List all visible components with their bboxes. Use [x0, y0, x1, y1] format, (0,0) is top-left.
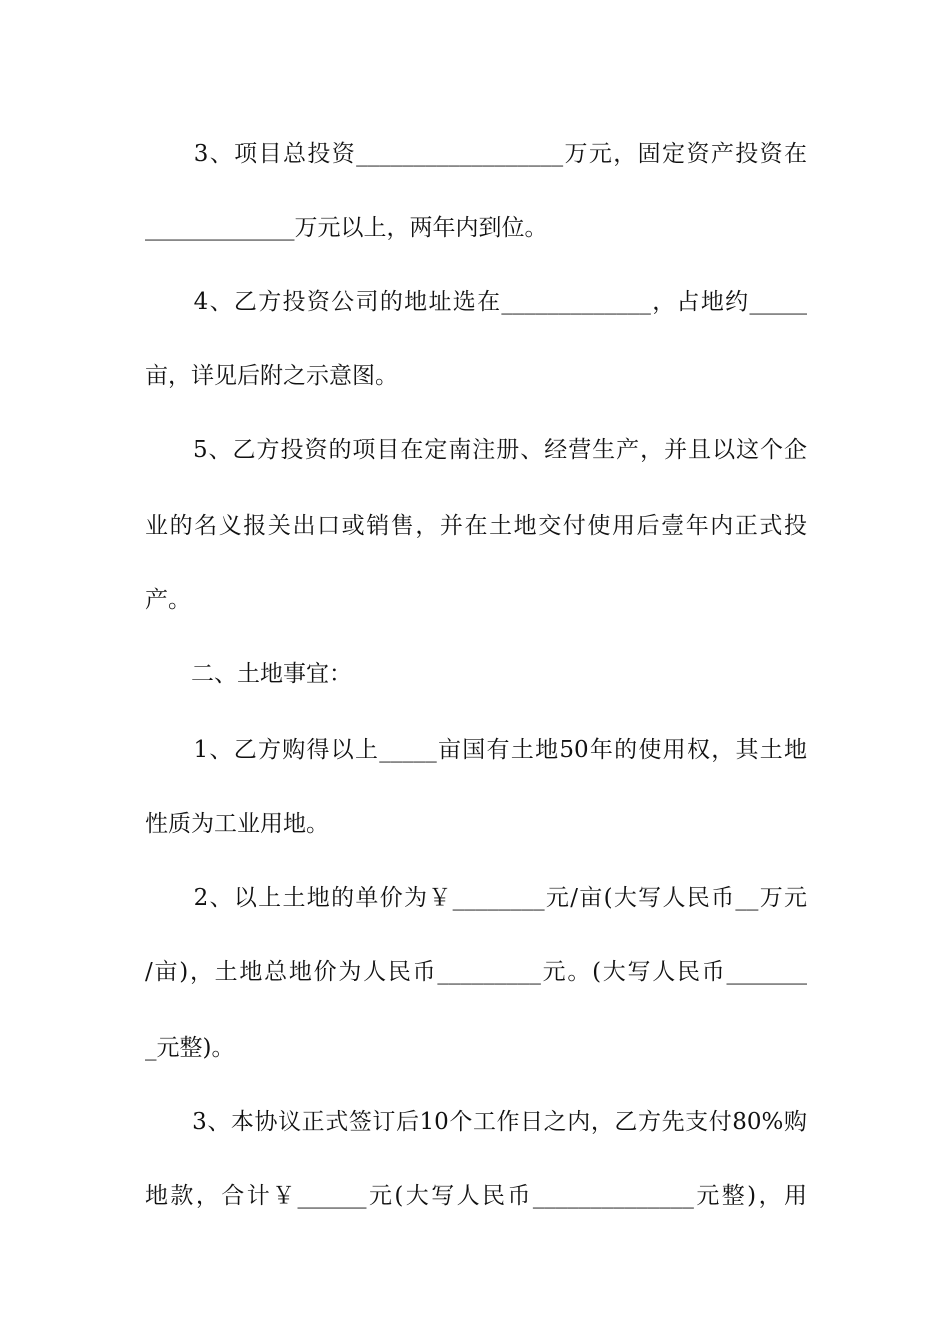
- text-line: 3、项目总投资__________________万元，固定资产投资在: [145, 141, 807, 167]
- text-line: 4、乙方投资公司的地址选在_____________，占地约_____: [145, 289, 807, 315]
- text-line: 性质为工业用地。: [145, 811, 329, 837]
- text-line: 产。: [145, 587, 191, 613]
- text-line: 业的名义报关出口或销售，并在土地交付使用后壹年内正式投: [145, 513, 807, 539]
- text-line: 地款，合计￥______元(大写人民币______________元整)，用: [145, 1183, 807, 1209]
- text-line: _元整)。: [145, 1035, 235, 1061]
- text-line: 3、本协议正式签订后10个工作日之内，乙方先支付80%购: [145, 1109, 807, 1135]
- text-line: _____________万元以上，两年内到位。: [145, 215, 548, 241]
- text-line: 亩，详见后附之示意图。: [145, 363, 398, 389]
- text-line: 5、乙方投资的项目在定南注册、经营生产，并且以这个企: [145, 437, 807, 463]
- text-line: /亩)，土地总地价为人民币_________元。(大写人民币_______: [145, 959, 807, 985]
- section-heading: 二、土地事宜：: [145, 661, 352, 687]
- text-line: 2、以上土地的单价为￥________元/亩(大写人民币__万元: [145, 885, 807, 911]
- text-line: 1、乙方购得以上_____亩国有土地50年的使用权，其土地: [145, 737, 807, 763]
